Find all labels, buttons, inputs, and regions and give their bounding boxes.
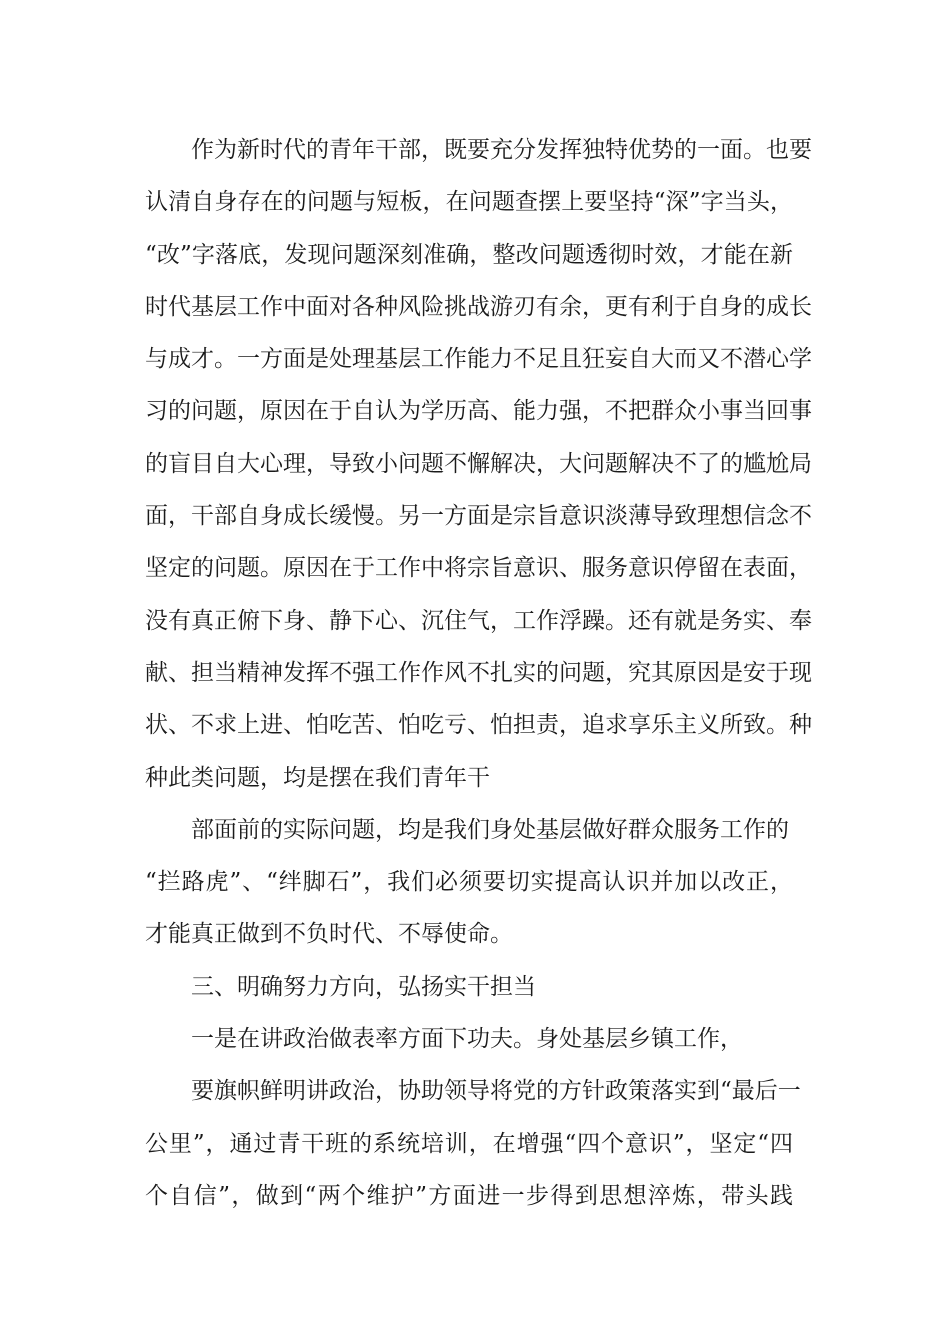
text-line: 状、不求上进、怕吃苦、怕吃亏、怕担责，追求享乐主义所致。种 [145,712,812,739]
text-line: 面，干部自身成长缓慢。另一方面是宗旨意识淡薄导致理想信念不 [145,503,812,530]
text-line: 才能真正做到不负时代、不辱使命。 [145,921,513,948]
text-line: 与成才。一方面是处理基层工作能力不足且狂妄自大而又不潜心学 [145,346,812,373]
text-line: “改”字落底，发现问题深刻准确，整改问题透彻时效，才能在新 [145,241,793,268]
text-line: 种此类问题，均是摆在我们青年干 [145,764,490,791]
text-line: 要旗帜鲜明讲政治，协助领导将党的方针政策落实到“最后一 [191,1078,801,1105]
text-line: 坚定的问题。原因在于工作中将宗旨意识、服务意识停留在表面， [145,555,812,582]
text-line: “拦路虎”、“绊脚石”，我们必须要切实提高认识并加以改正， [145,869,793,896]
text-line: 习的问题，原因在于自认为学历高、能力强，不把群众小事当回事 [145,398,812,425]
text-line: 时代基层工作中面对各种风险挑战游刃有余，更有利于自身的成长 [145,293,812,320]
text-line: 作为新时代的青年干部，既要充分发挥独特优势的一面。也要 [191,137,812,163]
text-line: 献、担当精神发挥不强工作作风不扎实的问题，究其原因是安于现 [145,659,812,686]
document-body [145,124,812,1222]
text-line: 公里”，通过青干班的系统培训，在增强“四个意识”，坚定“四 [145,1130,793,1157]
text-line: 一是在讲政治做表率方面下功夫。身处基层乡镇工作， [191,1026,743,1053]
text-line: 部面前的实际问题，均是我们身处基层做好群众服务工作的 [191,816,789,843]
text-line: 的盲目自大心理，导致小问题不懈解决，大问题解决不了的尴尬局 [145,450,812,477]
section-heading: 三、明确努力方向，弘扬实干担当 [191,973,536,1000]
text-line: 个自信”，做到“两个维护”方面进一步得到思想淬炼，带头践 [145,1182,793,1209]
text-line: 没有真正俯下身、静下心、沉住气，工作浮躁。还有就是务实、奉 [145,607,812,634]
text-line: 认清自身存在的问题与短板，在问题查摆上要坚持“深”字当头， [145,189,793,216]
